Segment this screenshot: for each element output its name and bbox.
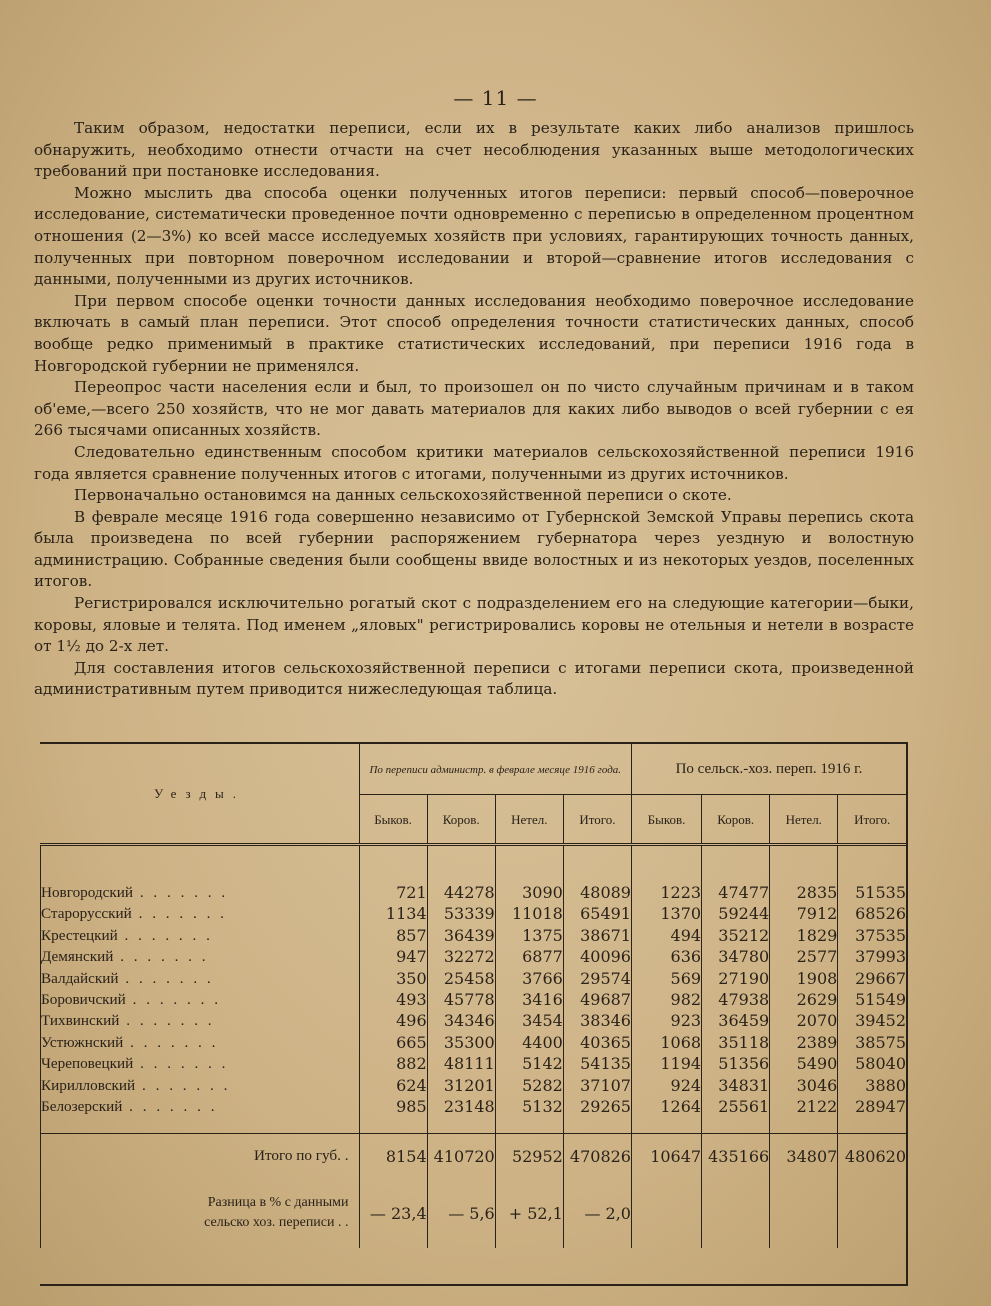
table-cell: 37993: [838, 946, 906, 967]
paragraph: Переопрос части населения если и был, то произошел он по чисто случайным причинам и в таком об'еме,—всего 250 хозяйств, что не мог давать материалов для каких либо выводов о всей губернии с ея 266 тысячами описанных хозяйств.: [34, 378, 914, 440]
column-header: Быков.: [359, 795, 427, 845]
table-cell: 982: [631, 989, 701, 1010]
table-row: [41, 946, 907, 967]
table-cell: 1375: [495, 925, 563, 946]
table-cell: 27190: [702, 968, 770, 989]
table-cell: 3880: [838, 1075, 906, 1096]
table-cell: 2577: [770, 946, 838, 967]
row-label: Демянский . . . . . . .: [41, 946, 360, 967]
table-row: [41, 1096, 907, 1117]
row-label: Старорусский . . . . . . .: [41, 903, 360, 924]
table-cell: 38671: [563, 925, 631, 946]
column-header: Итого.: [838, 795, 906, 845]
group-header-admin-text: По переписи администр. в феврале месяце 1916 года.: [369, 763, 622, 776]
table-cell: 496: [359, 1010, 427, 1031]
column-header: Нетел.: [495, 795, 563, 845]
table-row: [41, 1053, 907, 1074]
table-cell: 2389: [770, 1032, 838, 1053]
table-cell: 29574: [563, 968, 631, 989]
table-cell: 470826: [563, 1134, 631, 1179]
table-cell: 34831: [702, 1075, 770, 1096]
table-cell: 35300: [427, 1032, 495, 1053]
table-cell: 45778: [427, 989, 495, 1010]
table-cell: 924: [631, 1075, 701, 1096]
paragraph: Следовательно единственным способом критики материалов сельскохозяйственной переписи 1916 года является сравнение полученных итогов с итогами, полученными из других источников.: [34, 442, 914, 483]
table-cell: 51549: [838, 989, 906, 1010]
table-cell: 38575: [838, 1032, 906, 1053]
table-cell: 25458: [427, 968, 495, 989]
table-cell: 48111: [427, 1053, 495, 1074]
table-cell: 36459: [702, 1010, 770, 1031]
row-label: Белозерский . . . . . . .: [41, 1096, 360, 1117]
table-cell: 721: [359, 882, 427, 903]
column-header: Быков.: [631, 795, 701, 845]
table-cell: 3416: [495, 989, 563, 1010]
table-cell: 5490: [770, 1053, 838, 1074]
table-cell: 65491: [563, 903, 631, 924]
table-cell: 39452: [838, 1010, 906, 1031]
table-cell: 1370: [631, 903, 701, 924]
table-cell: 947: [359, 946, 427, 967]
table-row: [41, 989, 907, 1010]
table-row: [41, 925, 907, 946]
table-cell: 1223: [631, 882, 701, 903]
table-cell: 1068: [631, 1032, 701, 1053]
table-row: [41, 903, 907, 924]
paragraph: Первоначально остановимся на данных сельскохозяйственной переписи о скоте.: [74, 486, 732, 505]
table-row: [41, 1032, 907, 1053]
paragraph: Можно мыслить два способа оценки полученных итогов переписи: первый способ—поверочное исследование, систематически проведенное почти одновременно с переписью в определенном процентном отношения (2—3%) ко всей массе исследуемых хозяйств при условиях, гарантирующих точность данных, полученных при повторном поверочном исследовании и второй—сравнение итогов исследования с данными, полученными из других источников.: [34, 183, 914, 289]
table-cell: 3454: [495, 1010, 563, 1031]
table-cell: 2835: [770, 882, 838, 903]
row-label: Итого по губ. .: [41, 1134, 360, 1179]
table-cell: [631, 1178, 701, 1248]
table-cell: 10647: [631, 1134, 701, 1179]
uezdy-header: Уезды.: [41, 744, 360, 845]
table-cell: 37535: [838, 925, 906, 946]
table-cell: 665: [359, 1032, 427, 1053]
table-cell: 2629: [770, 989, 838, 1010]
table-cell: 25561: [702, 1096, 770, 1117]
table-cell: [838, 1178, 906, 1248]
table-cell: — 5,6: [427, 1178, 495, 1248]
table-cell: 8154: [359, 1134, 427, 1179]
table-cell: 985: [359, 1096, 427, 1117]
table-cell: 3766: [495, 968, 563, 989]
table-cell: 53339: [427, 903, 495, 924]
cattle-table-grid: [40, 744, 906, 1248]
row-label: Валдайский . . . . . . .: [41, 968, 360, 989]
table-cell: 1908: [770, 968, 838, 989]
table-cell: 59244: [702, 903, 770, 924]
table-cell: 5142: [495, 1053, 563, 1074]
table-cell: 493: [359, 989, 427, 1010]
table-cell: 410720: [427, 1134, 495, 1179]
table-cell: 1829: [770, 925, 838, 946]
table-cell: 47938: [702, 989, 770, 1010]
table-cell: 636: [631, 946, 701, 967]
table-cell: 882: [359, 1053, 427, 1074]
table-cell: 2122: [770, 1096, 838, 1117]
table-cell: 36439: [427, 925, 495, 946]
group-header-agri-text: По сельск.-хоз. переп. 1916 г.: [675, 761, 863, 777]
table-cell: 37107: [563, 1075, 631, 1096]
table-cell: 5282: [495, 1075, 563, 1096]
table-cell: 31201: [427, 1075, 495, 1096]
row-label: Кирилловский . . . . . . .: [41, 1075, 360, 1096]
table-cell: 23148: [427, 1096, 495, 1117]
row-label: Новгородский . . . . . . .: [41, 882, 360, 903]
row-label: Устюжнский . . . . . . .: [41, 1032, 360, 1053]
table-cell: 29265: [563, 1096, 631, 1117]
table-cell: 51535: [838, 882, 906, 903]
table-cell: 34780: [702, 946, 770, 967]
paragraph: При первом способе оценки точности данных исследования необходимо поверочное исследование включать в самый план переписи. Этот способ определения точности статистических данных, способ вообще редко применимый в практике статистических исследований, при переписи 1916 года в Новгородской губернии не применялся.: [34, 291, 914, 375]
table-cell: 38346: [563, 1010, 631, 1031]
table-cell: 2070: [770, 1010, 838, 1031]
table-cell: 6877: [495, 946, 563, 967]
table-cell: 40096: [563, 946, 631, 967]
table-cell: 494: [631, 925, 701, 946]
table-cell: 350: [359, 968, 427, 989]
paragraph: Регистрировался исключительно рогатый скот с подразделением его на следующие категории—быки, коровы, яловые и телята. Под именем „яловых" регистрировались коровы не отельныя и нетели в возрасте от 1½ до 2-х лет.: [34, 594, 914, 656]
table-row: [41, 1010, 907, 1031]
table-cell: 68526: [838, 903, 906, 924]
group-header-agri: [631, 744, 906, 795]
table-cell: 480620: [838, 1134, 906, 1179]
column-header: Коров.: [427, 795, 495, 845]
table-cell: — 23,4: [359, 1178, 427, 1248]
table-cell: + 52,1: [495, 1178, 563, 1248]
table-cell: 569: [631, 968, 701, 989]
table-row: [41, 968, 907, 989]
group-header-admin: [359, 744, 631, 795]
table-cell: 1194: [631, 1053, 701, 1074]
row-label: Тихвинский . . . . . . .: [41, 1010, 360, 1031]
table-cell: 54135: [563, 1053, 631, 1074]
table-cell: 624: [359, 1075, 427, 1096]
table-cell: 52952: [495, 1134, 563, 1179]
table-cell: 35118: [702, 1032, 770, 1053]
table-cell: 4400: [495, 1032, 563, 1053]
difference-row: [41, 1178, 907, 1248]
table-cell: [770, 1178, 838, 1248]
column-header: Коров.: [702, 795, 770, 845]
paragraph: Таким образом, недостатки переписи, если их в результате каких либо анализов пришлось обнаружить, необходимо отнести отчасти на счет несоблюдения указанных выше методологических требований при постановке исследования.: [34, 119, 914, 181]
row-label: Боровичский . . . . . . .: [41, 989, 360, 1010]
table-cell: 35212: [702, 925, 770, 946]
table-cell: 29667: [838, 968, 906, 989]
row-label: Разница в % с данными сельско хоз. переписи . .: [41, 1178, 360, 1248]
table-cell: 34346: [427, 1010, 495, 1031]
table-cell: [702, 1178, 770, 1248]
table-row: [41, 1075, 907, 1096]
table-cell: 923: [631, 1010, 701, 1031]
table-cell: 34807: [770, 1134, 838, 1179]
table-cell: 51356: [702, 1053, 770, 1074]
column-header: Итого.: [563, 795, 631, 845]
table-cell: 7912: [770, 903, 838, 924]
table-cell: 435166: [702, 1134, 770, 1179]
paragraph: В феврале месяце 1916 года совершенно независимо от Губернской Земской Управы перепись скота была произведена по всей губернии распоряжением губернатора через уездную и волостную администрацию. Собранные сведения были сообщены ввиде волостных и из некоторых уездов, поселенных итогов.: [34, 507, 914, 591]
table-cell: — 2,0: [563, 1178, 631, 1248]
table-cell: 1134: [359, 903, 427, 924]
cattle-table: [40, 742, 908, 1286]
row-label: Крестецкий . . . . . . .: [41, 925, 360, 946]
table-cell: 1264: [631, 1096, 701, 1117]
row-label: Череповецкий . . . . . . .: [41, 1053, 360, 1074]
table-cell: 47477: [702, 882, 770, 903]
table-cell: 11018: [495, 903, 563, 924]
table-cell: 857: [359, 925, 427, 946]
table-cell: 49687: [563, 989, 631, 1010]
table-cell: 44278: [427, 882, 495, 903]
table-cell: 58040: [838, 1053, 906, 1074]
table-row: [41, 882, 907, 903]
table-cell: 5132: [495, 1096, 563, 1117]
body-text: [34, 118, 914, 701]
table-cell: 28947: [838, 1096, 906, 1117]
table-cell: 3090: [495, 882, 563, 903]
paragraph: Для составления итогов сельскохозяйственной переписи с итогами переписи скота, произведенной административным путем приводится нижеследующая таблица.: [34, 658, 914, 699]
page-number: — 11 —: [453, 86, 538, 110]
table-cell: 3046: [770, 1075, 838, 1096]
table-cell: 48089: [563, 882, 631, 903]
table-cell: 32272: [427, 946, 495, 967]
table-cell: 40365: [563, 1032, 631, 1053]
total-row: [41, 1134, 907, 1179]
column-header: Нетел.: [770, 795, 838, 845]
